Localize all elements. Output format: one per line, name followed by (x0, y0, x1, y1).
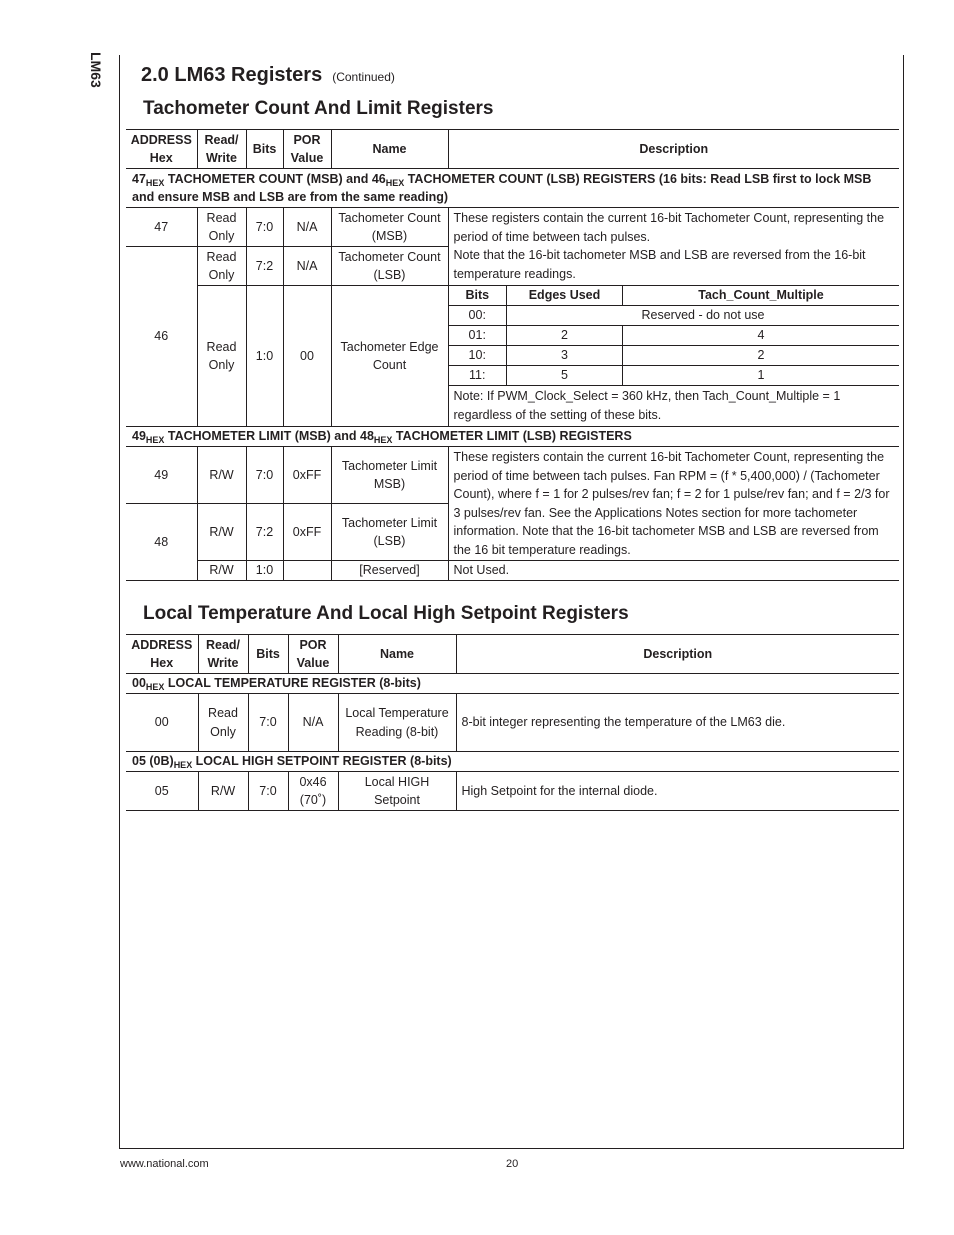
tach-heading: Tachometer Count And Limit Registers (143, 98, 494, 119)
col-description: Description (448, 130, 899, 169)
local-high-subheader: 05 $(0B)_{HEX}$ LOCAL HIGH SETPOINT REGISTER (8-bits) (126, 752, 899, 772)
tach-count-description: These registers contain the current 16-bit Tachometer Count, representing the period of time between tach pulses. Note that the 16-bit tachometer MSB and LSB are reversed from the 16-bit temperature readings. (448, 208, 899, 286)
section-title: 2.0 LM63 Registers (Continued) (141, 64, 395, 86)
tach-limit-subheader: $49_{HEX}$ TACHOMETER LIMIT (MSB) and $48_{HEX}$ TACHOMETER LIMIT (LSB) REGISTERS (126, 427, 899, 447)
tach-count-subheader: $47_{HEX}$ TACHOMETER COUNT (MSB) and $46_{HEX}$ TACHOMETER COUNT (LSB) REGISTERS (16 bits: Read LSB first to lock MSB and ensure MSB and LSB are from the same reading) (126, 169, 899, 208)
col-name: Name (331, 130, 448, 169)
side-product-label: LM63 (88, 52, 104, 88)
col-address: ADDRESS Hex (126, 130, 197, 169)
table-row: R/W 1:0 [Reserved] Not Used. (126, 561, 899, 581)
table-row: 47 Read Only 7:0 N/A Tachometer Count (MSB) These registers contain the current 16-bit Tachometer Count, representing the period of time between tach pulses. Note that the 16-bit tachometer MSB and LSB are reversed from the 16-bit temperature readings. (126, 208, 899, 247)
table-row: Read Only 1:0 00 Tachometer Edge Count Bits Edges Used Tach_Count_Multiple 00: Reserved - do not use 01: 2 4 10: 3 2 11: 5 1 Note: If PWM_Clock_Select = 360 kHz, then Tach_Count_Multiple = 1 regardless of the setting of these bits. (126, 286, 899, 427)
local-heading: Local Temperature And Local High Setpoint Registers (143, 603, 629, 624)
table-row: 46 Read Only 7:2 N/A Tachometer Count (LSB) (126, 247, 899, 286)
col-bits: Bits (246, 130, 283, 169)
edge-count-table: Bits Edges Used Tach_Count_Multiple 00: Reserved - do not use 01: 2 4 10: 3 2 11: 5 1 Note: If PWM_Clock_Select = 360 kHz, then Tach_Count_Multiple = 1 regardless of the setting of these bits. (449, 286, 900, 426)
tach-register-table (126, 129, 899, 581)
page-number: 20 (506, 1158, 519, 1170)
local-temp-subheader: $00_{HEX}$ LOCAL TEMPERATURE REGISTER (8-bits) (126, 674, 899, 694)
table-row: 48 R/W 7:2 0xFF Tachometer Limit (LSB) (126, 504, 899, 561)
table-row: 49 R/W 7:0 0xFF Tachometer Limit MSB) These registers contain the current 16-bit Tachometer Count, representing the period of time between tach pulses. Fan RPM = (f * 5,400,000) / (Tachometer Count), where f = 1 for 2 pulses/rev fan; f = 2 for 1 pulse/rev fan; and f = 2/3 for 3 pulses/rev fan. See the Applications Notes section for more tachometer information. Note that the 16-bit tachometer MSB and LSB are reversed from the 16 bit temperature readings. (126, 447, 899, 504)
footer-url: www.national.com (120, 1158, 209, 1170)
continued-note: (Continued) (332, 70, 395, 84)
tach-limit-description: These registers contain the current 16-bit Tachometer Count, representing the period of time between tach pulses. Fan RPM = (f * 5,400,000) / (Tachometer Count), where f = 1 for 2 pulses/rev fan; f = 2 for 1 pulse/rev fan; and f = 2/3 for 3 pulses/rev fan. See the Applications Notes section for more tachometer information. Note that the 16-bit tachometer MSB and LSB are reversed from the 16 bit temperature readings. (448, 447, 899, 561)
edge-note: Note: If PWM_Clock_Select = 360 kHz, then Tach_Count_Multiple = 1 regardless of the setting of these bits. (449, 386, 900, 427)
local-register-table: ADDRESS Hex Read/ Write Bits POR Value Name Description $00_{HEX}$ LOCAL TEMPERATURE REGISTER (8-bits) 00 Read Only 7:0 N/A Local Temperature Reading (8-bit) 8-bit integer representing the temperature of the LM63 die. 05 $(0B)_{HEX}$ LOCAL HIGH SETPOINT REGISTER (8-bits) 05 R/W 7:0 0x46 (70˚) Local HIGH Setpoint High Setpoint for the internal diode. (126, 634, 899, 811)
col-rw: Read/ Write (197, 130, 246, 169)
table-row: 00 Read Only 7:0 N/A Local Temperature Reading (8-bit) 8-bit integer representing the temperature of the LM63 die. (126, 694, 899, 752)
table-row: 05 R/W 7:0 0x46 (70˚) Local HIGH Setpoint High Setpoint for the internal diode. (126, 772, 899, 811)
edge-count-cell (448, 286, 899, 427)
col-por: POR Value (283, 130, 331, 169)
